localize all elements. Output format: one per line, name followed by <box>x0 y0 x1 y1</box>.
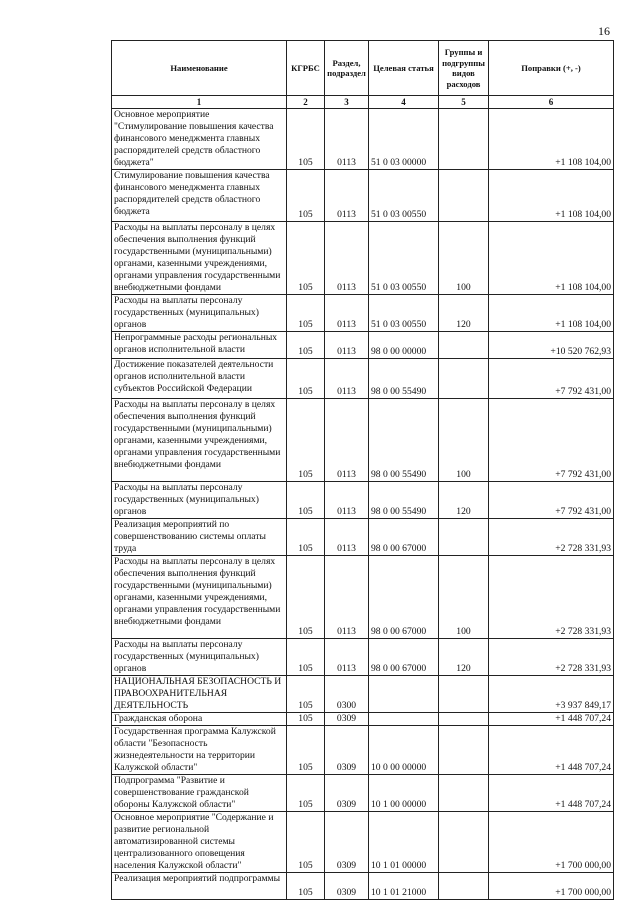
row-name: Расходы на выплаты персоналу в целях обеспечения выполнения функций государственными (муниципальными) органами, казенными учреждениями, органами управления государственными внебюджетными фондами <box>112 399 287 482</box>
row-amount: +3 937 849,17 <box>489 676 614 713</box>
row-group <box>439 676 489 713</box>
row-target: 98 0 00 00000 <box>369 332 439 359</box>
table-row <box>112 170 614 222</box>
column-number: 4 <box>369 96 439 109</box>
row-name: Расходы на выплаты персоналу государственных (муниципальных) органов <box>112 639 287 676</box>
table-row <box>112 482 614 519</box>
row-amount: +1 108 104,00 <box>489 222 614 295</box>
row-target: 51 0 03 00000 <box>369 109 439 170</box>
page-number: 16 <box>598 24 610 38</box>
table-row <box>112 873 614 900</box>
row-target: 51 0 03 00550 <box>369 295 439 332</box>
row-amount: +2 728 331,93 <box>489 639 614 676</box>
row-group <box>439 519 489 556</box>
row-kgrbs: 105 <box>287 359 325 399</box>
table-row <box>112 359 614 399</box>
row-amount: +1 448 707,24 <box>489 726 614 775</box>
header-target: Целевая статья <box>369 41 439 96</box>
column-number-row <box>112 96 614 109</box>
row-group <box>439 109 489 170</box>
row-section: 0113 <box>325 109 369 170</box>
row-name: Гражданская оборона <box>112 713 287 726</box>
column-number: 5 <box>439 96 489 109</box>
row-group: 100 <box>439 222 489 295</box>
row-group <box>439 812 489 873</box>
row-name: НАЦИОНАЛЬНАЯ БЕЗОПАСНОСТЬ И ПРАВООХРАНИТЕЛЬНАЯ ДЕЯТЕЛЬНОСТЬ <box>112 676 287 713</box>
row-section: 0113 <box>325 332 369 359</box>
table-row <box>112 676 614 713</box>
row-name: Расходы на выплаты персоналу государственных (муниципальных) органов <box>112 482 287 519</box>
row-amount: +1 108 104,00 <box>489 295 614 332</box>
row-section: 0113 <box>325 170 369 222</box>
row-group <box>439 170 489 222</box>
row-amount: +2 728 331,93 <box>489 556 614 639</box>
row-target: 10 1 01 21000 <box>369 873 439 900</box>
row-name: Расходы на выплаты персоналу в целях обеспечения выполнения функций государственными (муниципальными) органами, казенными учреждениями, органами управления государственными внебюджетными фондами <box>112 556 287 639</box>
row-section: 0309 <box>325 775 369 812</box>
column-number: 2 <box>287 96 325 109</box>
row-target: 98 0 00 55490 <box>369 482 439 519</box>
row-section: 0309 <box>325 812 369 873</box>
row-kgrbs: 105 <box>287 639 325 676</box>
header-groups: Группы и подгруппы видов расходов <box>439 41 489 96</box>
row-name: Подпрограмма "Развитие и совершенствование гражданской обороны Калужской области" <box>112 775 287 812</box>
row-amount: +1 108 104,00 <box>489 109 614 170</box>
row-target <box>369 713 439 726</box>
row-target: 10 1 00 00000 <box>369 775 439 812</box>
header-section: Раздел, подраздел <box>325 41 369 96</box>
row-kgrbs: 105 <box>287 713 325 726</box>
row-target <box>369 676 439 713</box>
row-group <box>439 713 489 726</box>
row-target: 98 0 00 67000 <box>369 519 439 556</box>
row-kgrbs: 105 <box>287 556 325 639</box>
row-name: Непрограммные расходы региональных органов исполнительной власти <box>112 332 287 359</box>
row-name: Расходы на выплаты персоналу государственных (муниципальных) органов <box>112 295 287 332</box>
row-amount: +1 108 104,00 <box>489 170 614 222</box>
row-amount: +2 728 331,93 <box>489 519 614 556</box>
row-name: Основное мероприятие "Стимулирование повышения качества финансового менеджмента главных распорядителей средств областного бюджета" <box>112 109 287 170</box>
row-kgrbs: 105 <box>287 726 325 775</box>
row-amount: +7 792 431,00 <box>489 482 614 519</box>
row-amount: +1 448 707,24 <box>489 713 614 726</box>
table-row <box>112 295 614 332</box>
row-section: 0113 <box>325 556 369 639</box>
row-target: 10 0 00 00000 <box>369 726 439 775</box>
budget-table <box>111 40 614 900</box>
row-section: 0113 <box>325 222 369 295</box>
table-row <box>112 713 614 726</box>
row-name: Стимулирование повышения качества финансового менеджмента главных распорядителей средств областного бюджета <box>112 170 287 222</box>
row-target: 51 0 03 00550 <box>369 222 439 295</box>
row-section: 0113 <box>325 639 369 676</box>
row-group: 120 <box>439 482 489 519</box>
header-row <box>112 41 614 96</box>
table-row <box>112 109 614 170</box>
row-amount: +10 520 762,93 <box>489 332 614 359</box>
row-name: Реализация мероприятий подпрограммы <box>112 873 287 900</box>
row-section: 0309 <box>325 713 369 726</box>
row-target: 98 0 00 67000 <box>369 639 439 676</box>
row-section: 0300 <box>325 676 369 713</box>
table-row <box>112 556 614 639</box>
row-target: 51 0 03 00550 <box>369 170 439 222</box>
row-kgrbs: 105 <box>287 295 325 332</box>
row-target: 98 0 00 55490 <box>369 399 439 482</box>
table-row <box>112 775 614 812</box>
row-target: 10 1 01 00000 <box>369 812 439 873</box>
row-kgrbs: 105 <box>287 482 325 519</box>
row-target: 98 0 00 67000 <box>369 556 439 639</box>
row-group <box>439 359 489 399</box>
row-amount: +7 792 431,00 <box>489 359 614 399</box>
row-kgrbs: 105 <box>287 676 325 713</box>
row-section: 0113 <box>325 399 369 482</box>
column-number: 6 <box>489 96 614 109</box>
table-row <box>112 222 614 295</box>
row-group: 120 <box>439 639 489 676</box>
row-group <box>439 873 489 900</box>
row-kgrbs: 105 <box>287 873 325 900</box>
row-amount: +1 700 000,00 <box>489 812 614 873</box>
row-section: 0113 <box>325 295 369 332</box>
column-number: 1 <box>112 96 287 109</box>
row-kgrbs: 105 <box>287 170 325 222</box>
table-row <box>112 332 614 359</box>
row-name: Реализация мероприятий по совершенствованию системы оплаты труда <box>112 519 287 556</box>
table-row <box>112 639 614 676</box>
table-row <box>112 519 614 556</box>
table-row <box>112 726 614 775</box>
row-section: 0113 <box>325 482 369 519</box>
table-row <box>112 399 614 482</box>
row-group <box>439 726 489 775</box>
header-kgrbs: КГРБС <box>287 41 325 96</box>
row-kgrbs: 105 <box>287 812 325 873</box>
header-name: Наименование <box>112 41 287 96</box>
row-kgrbs: 105 <box>287 775 325 812</box>
row-kgrbs: 105 <box>287 399 325 482</box>
header-amendments: Поправки (+, -) <box>489 41 614 96</box>
row-kgrbs: 105 <box>287 222 325 295</box>
column-number: 3 <box>325 96 369 109</box>
row-name: Достижение показателей деятельности органов исполнительной власти субъектов Российской Федерации <box>112 359 287 399</box>
row-kgrbs: 105 <box>287 332 325 359</box>
row-amount: +1 700 000,00 <box>489 873 614 900</box>
row-group: 100 <box>439 399 489 482</box>
row-target: 98 0 00 55490 <box>369 359 439 399</box>
table-row <box>112 812 614 873</box>
row-amount: +1 448 707,24 <box>489 775 614 812</box>
row-kgrbs: 105 <box>287 519 325 556</box>
row-group: 120 <box>439 295 489 332</box>
row-section: 0309 <box>325 726 369 775</box>
row-section: 0309 <box>325 873 369 900</box>
row-group: 100 <box>439 556 489 639</box>
row-name: Расходы на выплаты персоналу в целях обеспечения выполнения функций государственными (муниципальными) органами, казенными учреждениями, органами управления государственными внебюджетными фондами <box>112 222 287 295</box>
row-section: 0113 <box>325 519 369 556</box>
row-amount: +7 792 431,00 <box>489 399 614 482</box>
row-kgrbs: 105 <box>287 109 325 170</box>
row-group <box>439 332 489 359</box>
row-section: 0113 <box>325 359 369 399</box>
row-name: Государственная программа Калужской области "Безопасность жизнедеятельности на территории Калужской области" <box>112 726 287 775</box>
row-group <box>439 775 489 812</box>
row-name: Основное мероприятие "Содержание и развитие региональной автоматизированной системы централизованного оповещения населения Калужской области" <box>112 812 287 873</box>
